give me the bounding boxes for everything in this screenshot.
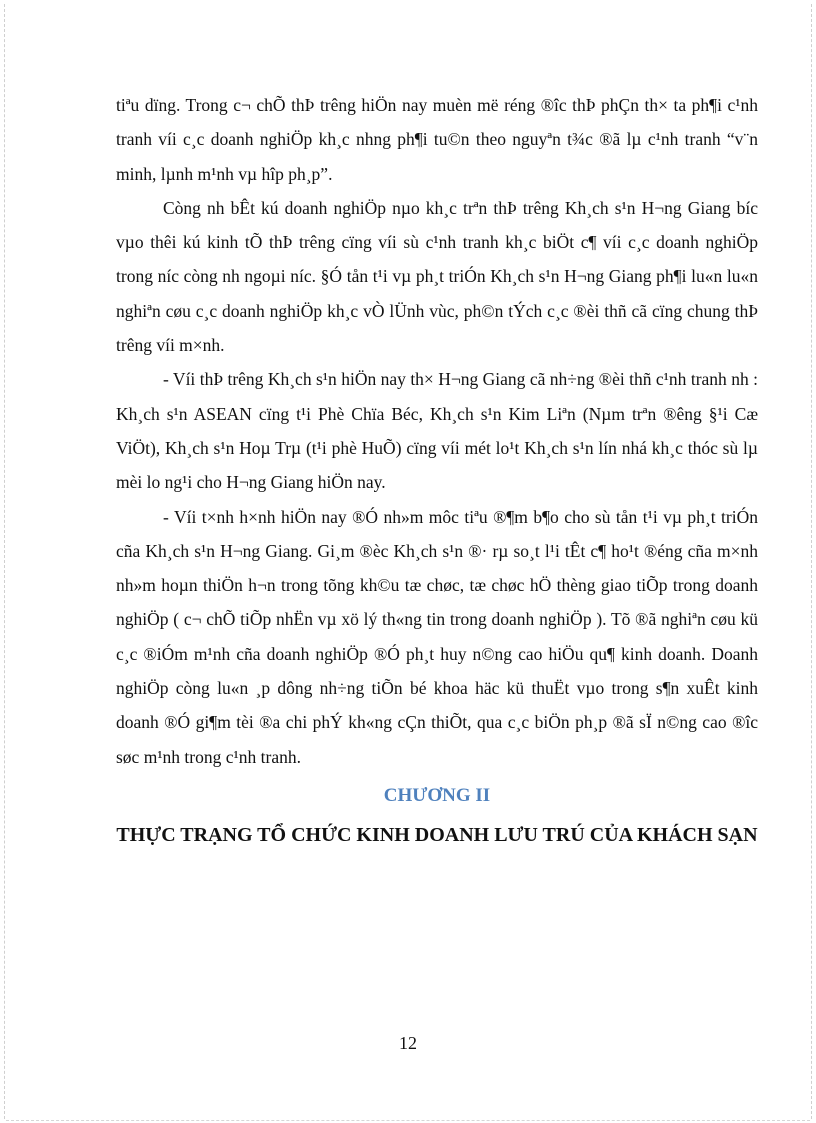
paragraph-strategy: - Víi t×nh h×nh hiÖn nay ®Ó nh»m môc tiªu ®¶m b¶o cho sù tån t¹i vµ ph¸t triÓn cña Kh¸ch s¹n H¬ng Giang. Gi¸m ®èc Kh¸ch s¹n ®· rµ so¸t l¹i tÊt c¶ ho¹t ®éng cña m×nh nh»m hoµn thiÖn h¬n trong tõng kh©u tæ chøc, tæ chøc hÖ thèng giao tiÕp trong doanh nghiÖp ( c¬ chÕ tiÕp nhËn vµ xö lý th«ng tin trong doanh nghiÖp ). Tõ ®ã nghiªn cøu kü c¸c ®iÓm m¹nh cña doanh nghiÖp ®Ó ph¸t huy n©ng cao hiÖu qu¶ kinh doanh. Doanh nghiÖp còng lu«n ¸p dông nh÷ng tiÕn bé khoa häc kü thuËt vµo trong s¶n xuÊt kinh doanh ®Ó gi¶m tèi ®a chi phÝ kh«ng cÇn thiÕt, qua c¸c biÖn ph¸p ®ã sÏ n©ng cao ®îc søc m¹nh trong c¹nh tranh. xyxy=(116,506,758,767)
page-bottom-divider xyxy=(6,1120,810,1121)
chapter-title: THỰC TRẠNG TỔ CHỨC KINH DOANH LƯU TRÚ CỦA KHÁCH SẠN xyxy=(116,823,758,846)
page-number: 12 xyxy=(399,1033,417,1053)
chapter-label: CHƯƠNG II xyxy=(383,784,491,806)
paragraph-competitors: - Víi thÞ trêng Kh¸ch s¹n hiÖn nay th× H¬ng Giang cã nh÷ng ®èi thñ c¹nh tranh nh : Kh¸ch s¹n ASEAN cïng t¹i Phè Chïa Béc, Kh¸ch s¹n Kim Liªn (Nµm trªn ®êng §¹i Cæ ViÖt), Kh¸ch s¹n Hoµ Trµ (t¹i phè HuÕ) cïng víi mét lo¹t Kh¸ch s¹n lín nhá kh¸c thóc sù lµ mèi lo ng¹i cho H¬ng Giang hiÖn nay. xyxy=(116,369,758,493)
paragraph-market-entry: Còng nh bÊt kú doanh nghiÖp nµo kh¸c trªn thÞ trêng Kh¸ch s¹n H¬ng Giang bíc vµo thêi kú kinh tÕ thÞ trêng cïng víi sù c¹nh tranh kh¸c biÖt c¶ víi c¸c doanh nghiÖp trong níc còng nh ngoµi níc. §Ó tån t¹i vµ ph¸t triÓn Kh¸ch s¹n H¬ng Giang ph¶i lu«n lu«n nghiªn cøu c¸c doanh nghiÖp kh¸c vÒ lÜnh vùc, ph©n tÝch c¸c ®èi thñ cã cïng chung thÞ trêng víi m×nh. xyxy=(116,197,758,356)
page-body xyxy=(116,88,758,852)
paragraph-continuation: tiªu dïng. Trong c¬ chÕ thÞ trêng hiÖn nay muèn më réng ®îc thÞ phÇn th× ta ph¶i c¹nh tranh víi c¸c doanh nghiÖp kh¸c nhng ph¶i tu©n theo nguyªn t¾c ®ã lµ c¹nh tranh “v¨n minh, lµnh m¹nh vµ hîp ph¸p”. xyxy=(116,95,758,184)
